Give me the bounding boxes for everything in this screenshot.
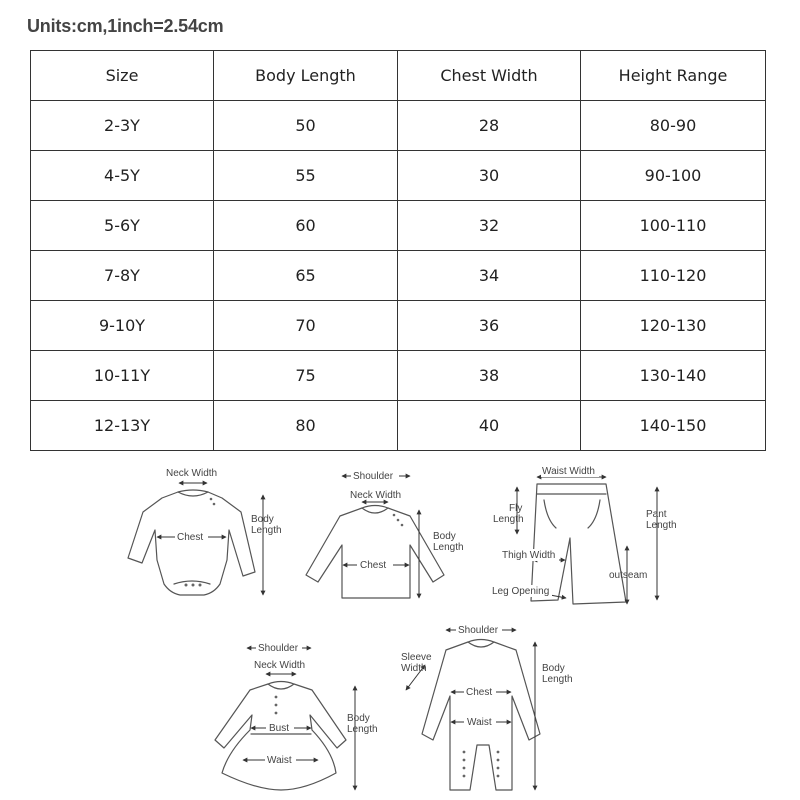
bodysuit-diagram	[128, 468, 282, 595]
jumpsuit-length-label: Length	[542, 674, 573, 685]
shirt-body-label: Body	[433, 531, 456, 542]
size-chart-table	[30, 50, 766, 451]
table-row	[31, 201, 766, 251]
dress-outline	[215, 684, 346, 790]
pants-leg-opening-label: Leg Opening	[492, 586, 550, 597]
jumpsuit-body-label: Body	[542, 663, 565, 674]
dress-neck-width-label: Neck Width	[254, 660, 306, 671]
cell-chest-width: 30	[398, 151, 581, 201]
shirt-shoulder-label: Shoulder	[353, 471, 394, 482]
cell-chest-width: 34	[398, 251, 581, 301]
jumpsuit-width-label: Width	[401, 663, 427, 674]
measurement-diagrams	[0, 458, 800, 800]
cell-body-length: 70	[214, 301, 398, 351]
cell-height-range: 130-140	[581, 351, 766, 401]
bodysuit-length-label: Length	[251, 525, 282, 536]
dress-length-label: Length	[347, 724, 378, 735]
cell-chest-width: 32	[398, 201, 581, 251]
shirt-outline	[306, 508, 444, 598]
shirt-diagram	[306, 470, 464, 598]
cell-chest-width: 40	[398, 401, 581, 451]
table-row	[31, 301, 766, 351]
pants-outseam-label: outseam	[609, 570, 648, 581]
cell-size: 12-13Y	[31, 401, 214, 451]
table-row	[31, 401, 766, 451]
cell-height-range: 80-90	[581, 101, 766, 151]
cell-body-length: 80	[214, 401, 398, 451]
table-header-row	[31, 51, 766, 101]
cell-size: 10-11Y	[31, 351, 214, 401]
pants-diagram	[491, 465, 677, 604]
shirt-chest-label: Chest	[360, 560, 387, 571]
units-note: Units:cm,1inch=2.54cm	[27, 16, 224, 36]
pants-pant-label: Pant	[646, 509, 667, 520]
bodysuit-chest-label: Chest	[177, 532, 204, 543]
cell-size: 4-5Y	[31, 151, 214, 201]
bodysuit-body-label: Body	[251, 514, 274, 525]
cell-height-range: 120-130	[581, 301, 766, 351]
dress-waist-label: Waist	[267, 755, 292, 766]
header-size: Size	[31, 51, 214, 101]
table-row	[31, 101, 766, 151]
shirt-neck-width-label: Neck Width	[350, 490, 402, 501]
dress-bust-label: Bust	[269, 723, 290, 734]
jumpsuit-chest-label: Chest	[466, 687, 493, 698]
pants-fly-label: Fly	[509, 503, 523, 514]
bodysuit-outline	[128, 492, 255, 595]
shirt-length-label: Length	[433, 542, 464, 553]
cell-size: 2-3Y	[31, 101, 214, 151]
cell-body-length: 65	[214, 251, 398, 301]
cell-body-length: 50	[214, 101, 398, 151]
cell-height-range: 100-110	[581, 201, 766, 251]
jumpsuit-sleeve-label: Sleeve	[401, 652, 432, 663]
dress-body-label: Body	[347, 713, 370, 724]
pants-fly-length-label: Length	[493, 514, 524, 525]
jumpsuit-waist-label: Waist	[467, 717, 492, 728]
table-row	[31, 351, 766, 401]
cell-height-range: 140-150	[581, 401, 766, 451]
cell-height-range: 110-120	[581, 251, 766, 301]
cell-size: 9-10Y	[31, 301, 214, 351]
pants-pant-length-label: Length	[646, 520, 677, 531]
bodysuit-neck-width-label: Neck Width	[166, 468, 218, 479]
table-row	[31, 251, 766, 301]
cell-body-length: 60	[214, 201, 398, 251]
dress-diagram	[215, 642, 378, 790]
header-body-length: Body Length	[214, 51, 398, 101]
jumpsuit-outline	[422, 642, 540, 790]
cell-size: 5-6Y	[31, 201, 214, 251]
cell-body-length: 55	[214, 151, 398, 201]
pants-thigh-width-label: Thigh Width	[502, 550, 556, 561]
header-chest-width: Chest Width	[398, 51, 581, 101]
cell-body-length: 75	[214, 351, 398, 401]
jumpsuit-shoulder-label: Shoulder	[458, 625, 499, 636]
header-height-range: Height Range	[581, 51, 766, 101]
cell-chest-width: 36	[398, 301, 581, 351]
cell-chest-width: 28	[398, 101, 581, 151]
pants-waist-width-label: Waist Width	[542, 466, 595, 477]
dress-shoulder-label: Shoulder	[258, 643, 299, 654]
table-row	[31, 151, 766, 201]
cell-size: 7-8Y	[31, 251, 214, 301]
cell-height-range: 90-100	[581, 151, 766, 201]
cell-chest-width: 38	[398, 351, 581, 401]
jumpsuit-diagram	[401, 624, 573, 790]
